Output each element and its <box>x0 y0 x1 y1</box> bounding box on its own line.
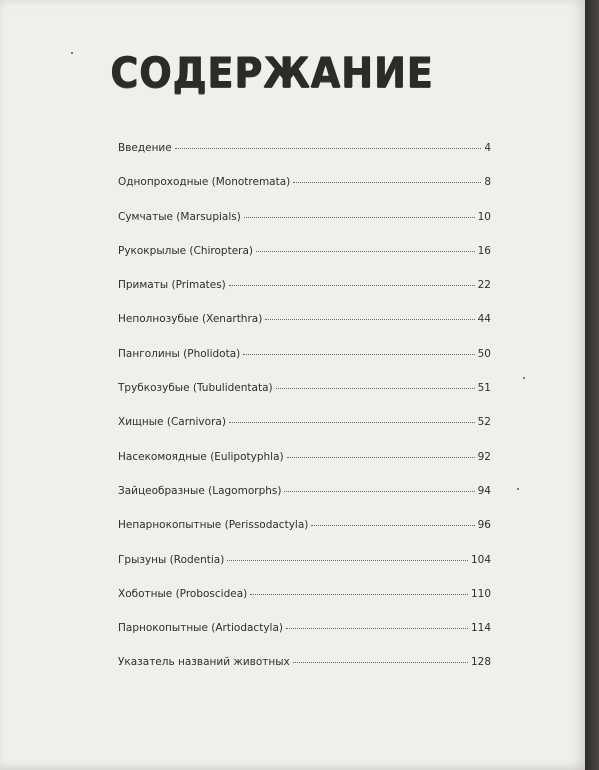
toc-entry-page: 114 <box>470 622 491 635</box>
toc-leader-dots <box>276 388 475 389</box>
toc-entry-page: 96 <box>477 519 491 532</box>
toc-entry-page: 52 <box>477 416 491 429</box>
toc-entry-page: 104 <box>470 553 491 566</box>
toc-leader-dots <box>229 285 475 286</box>
toc-entry-page: 110 <box>470 587 491 600</box>
toc-leader-dots <box>227 560 468 561</box>
toc-entry-page: 50 <box>477 347 491 360</box>
toc-entry <box>118 313 491 347</box>
toc-entry <box>118 279 491 313</box>
toc-entry <box>118 245 491 279</box>
toc-entry <box>118 485 491 519</box>
toc-entry <box>118 656 491 690</box>
toc-entry <box>118 519 491 553</box>
toc-entry-title: Однопроходные (Monotremata) <box>118 176 291 189</box>
toc-leader-dots <box>284 491 474 492</box>
toc-entry-page: 10 <box>477 210 491 223</box>
toc-entry-title: Панголины (Pholidota) <box>118 347 241 360</box>
toc-entry-title: Зайцеобразные (Lagomorphs) <box>118 484 282 497</box>
toc-entry-title: Неполнозубые (Xenarthra) <box>118 313 263 326</box>
toc-entry-page: 44 <box>477 313 491 326</box>
toc-leader-dots <box>293 662 468 663</box>
toc-entry-page: 51 <box>477 382 491 395</box>
toc-entry-title: Непарнокопытные (Perissodactyla) <box>118 519 309 532</box>
toc-leader-dots <box>244 217 475 218</box>
toc-leader-dots <box>293 182 481 183</box>
toc-leader-dots <box>256 251 475 252</box>
toc-entry-title: Парнокопытные (Artiodactyla) <box>118 622 283 635</box>
toc-entry-title: Указатель названий животных <box>118 656 290 669</box>
toc-entry-title: Хищные (Carnivora) <box>118 416 226 429</box>
toc-entry <box>118 416 491 450</box>
toc-entry <box>118 588 491 622</box>
toc-entry-title: Насекомоядные (Eulipotyphla) <box>118 450 284 463</box>
toc-leader-dots <box>311 525 474 526</box>
toc-entry-page: 94 <box>477 484 491 497</box>
toc-leader-dots <box>229 422 475 423</box>
toc-entry <box>118 451 491 485</box>
toc-entry <box>118 211 491 245</box>
toc-entry-page: 22 <box>477 279 491 292</box>
toc-entry-title: Приматы (Primates) <box>118 279 226 292</box>
toc-entry <box>118 176 491 210</box>
toc-entry <box>118 622 491 656</box>
toc-entry-title: Трубкозубые (Tubulidentata) <box>118 382 273 395</box>
page-edge-shadow <box>585 0 599 770</box>
toc-entry-page: 4 <box>484 142 491 154</box>
toc-entry-page: 8 <box>484 176 491 189</box>
toc-entry-title: Введение <box>118 142 172 154</box>
print-speck <box>523 377 525 379</box>
toc-leader-dots <box>287 457 475 458</box>
table-of-contents <box>118 142 491 691</box>
toc-leader-dots <box>286 628 468 629</box>
toc-entry-title: Грызуны (Rodentia) <box>118 553 225 566</box>
toc-entry-title: Сумчатые (Marsupials) <box>118 210 241 223</box>
toc-entry <box>118 348 491 382</box>
print-speck <box>71 52 73 54</box>
toc-entry-page: 16 <box>477 244 491 257</box>
toc-entry-page: 128 <box>470 656 491 669</box>
toc-leader-dots <box>265 319 474 320</box>
toc-entry <box>118 554 491 588</box>
toc-entry-title: Хоботные (Proboscidea) <box>118 587 248 600</box>
toc-leader-dots <box>175 148 482 149</box>
toc-entry <box>118 382 491 416</box>
toc-entry-title: Рукокрылые (Chiroptera) <box>118 244 254 257</box>
print-speck <box>517 488 519 490</box>
toc-entry <box>118 142 491 176</box>
toc-leader-dots <box>243 354 474 355</box>
page-title: СОДЕРЖАНИЕ <box>110 48 434 98</box>
toc-entry-page: 92 <box>477 450 491 463</box>
toc-leader-dots <box>250 594 468 595</box>
